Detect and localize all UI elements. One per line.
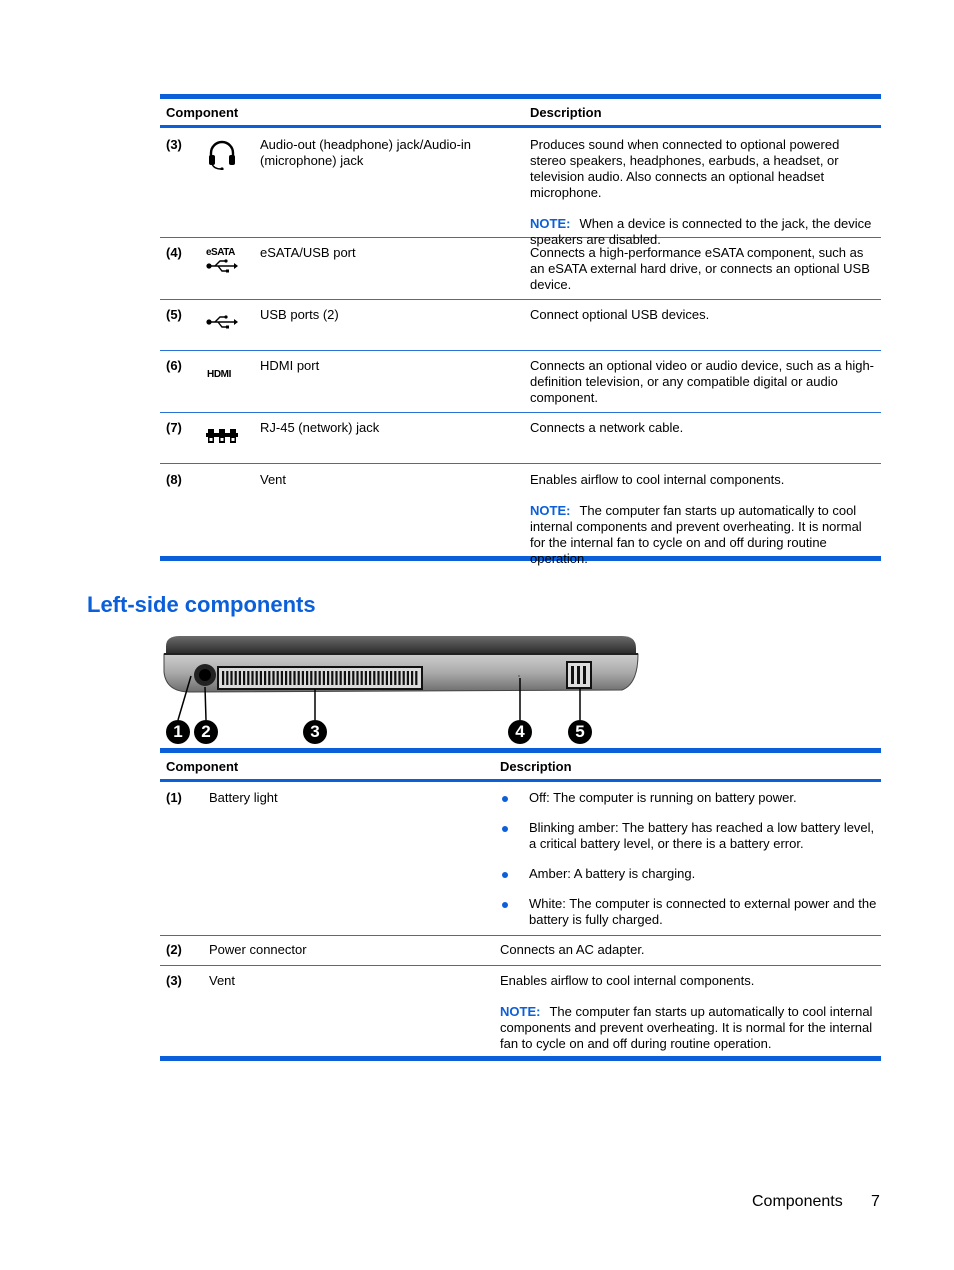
description-text: Connects an optional video or audio device, such as a high-definition television, or any compatible digital or audio component. [530, 358, 874, 405]
note [530, 503, 880, 567]
note-label: NOTE: [500, 1004, 541, 1019]
section-title: Left-side components [87, 592, 316, 617]
note-text: The computer fan starts up automatically to cool internal components and prevent overheating. It is normal for the internal fan to cycle on and off during routine operation. [500, 1004, 873, 1051]
network-icon [206, 427, 238, 449]
table-row [160, 782, 881, 936]
list-item-text: Amber: A battery is charging. [529, 866, 696, 881]
table-row [160, 351, 881, 413]
list-item-text: Blinking amber: The battery has reached a low battery level, a critical battery level, or there is a battery error. [529, 820, 875, 851]
table-row [160, 936, 881, 966]
bullet-icon [502, 826, 508, 832]
table-row [160, 413, 881, 464]
note [500, 1004, 876, 1052]
left-side-figure [160, 632, 642, 747]
bullet-icon [502, 872, 508, 878]
footer-page-number: 7 [871, 1193, 880, 1210]
callout-1: 1 [166, 720, 190, 744]
component-description [530, 358, 878, 406]
row-number: (8) [166, 472, 182, 487]
description-text: Connects an AC adapter. [500, 942, 645, 957]
callout-3: 3 [303, 720, 327, 744]
component-name: Vent [209, 973, 236, 988]
component-name: Power connector [209, 942, 307, 957]
row-number: (4) [166, 245, 182, 260]
component-description [500, 973, 876, 1052]
callout-4: 4 [508, 720, 532, 744]
note-text: When a device is connected to the jack, the device speakers are disabled. [530, 216, 872, 247]
table-row [160, 300, 881, 351]
description-text: Connect optional USB devices. [530, 307, 710, 322]
header-component: Component [166, 759, 239, 774]
table-header [160, 748, 881, 782]
list-item [500, 790, 878, 806]
component-name: Vent [260, 472, 287, 487]
note-label: NOTE: [530, 216, 571, 231]
description-text: Connects a network cable. [530, 420, 684, 435]
row-number: (5) [166, 307, 182, 322]
note-label: NOTE: [530, 503, 571, 518]
component-description [530, 245, 880, 293]
list-item [500, 820, 878, 852]
component-name: Battery light [209, 790, 278, 805]
table-row [160, 128, 881, 247]
footer-section-name: Components [752, 1193, 843, 1210]
bullet-icon [502, 796, 508, 802]
row-number: (3) [166, 137, 182, 152]
callout-5: 5 [568, 720, 592, 744]
component-description [530, 472, 880, 567]
component-description [530, 137, 878, 248]
usb-icon [206, 315, 238, 333]
esata-usb-icon [206, 247, 240, 273]
esata-icon-label: eSATA [206, 247, 235, 258]
component-name: HDMI port [260, 358, 320, 373]
callout-2: 2 [194, 720, 218, 744]
list-item-text: Off: The computer is running on battery power. [529, 790, 797, 805]
component-description [500, 942, 878, 958]
list-item-text: White: The computer is connected to external power and the battery is fully charged. [529, 896, 877, 927]
table-row [160, 464, 881, 566]
bullet-list [500, 790, 878, 928]
header-description: Description [530, 105, 602, 120]
list-item [500, 896, 878, 928]
description-text: Enables airflow to cool internal components. [500, 973, 755, 988]
component-description [530, 307, 880, 323]
header-description: Description [500, 759, 572, 774]
bullet-icon [502, 902, 508, 908]
table-row [160, 966, 881, 1061]
table-row [160, 238, 881, 300]
list-item [500, 866, 878, 882]
row-number: (1) [166, 790, 182, 805]
description-text: Enables airflow to cool internal components. [530, 472, 785, 487]
component-description [530, 420, 880, 436]
row-number: (2) [166, 942, 182, 957]
table-header [160, 94, 881, 128]
component-name: RJ-45 (network) jack [260, 420, 380, 435]
note-text: The computer fan starts up automatically to cool internal components and prevent overheating. It is normal for the internal fan to cycle on and off during routine operation. [530, 503, 862, 566]
component-name: USB ports (2) [260, 307, 339, 322]
description-text: Produces sound when connected to optional powered stereo speakers, headphones, earbuds, a headset, or television audio. Also connects an optional headset microphone. [530, 137, 840, 200]
header-component: Component [166, 105, 239, 120]
components-table-left-side [160, 748, 881, 1061]
hdmi-icon: HDMI [207, 369, 231, 380]
components-table-right-side [160, 94, 881, 566]
headphone-icon [206, 138, 238, 174]
description-text: Connects a high-performance eSATA component, such as an eSATA external hard drive, or connects an optional USB device. [530, 245, 870, 292]
row-number: (7) [166, 420, 182, 435]
row-number: (3) [166, 973, 182, 988]
component-name: eSATA/USB port [260, 245, 356, 260]
component-name: Audio-out (headphone) jack/Audio-in (microphone) jack [260, 137, 472, 168]
row-number: (6) [166, 358, 182, 373]
